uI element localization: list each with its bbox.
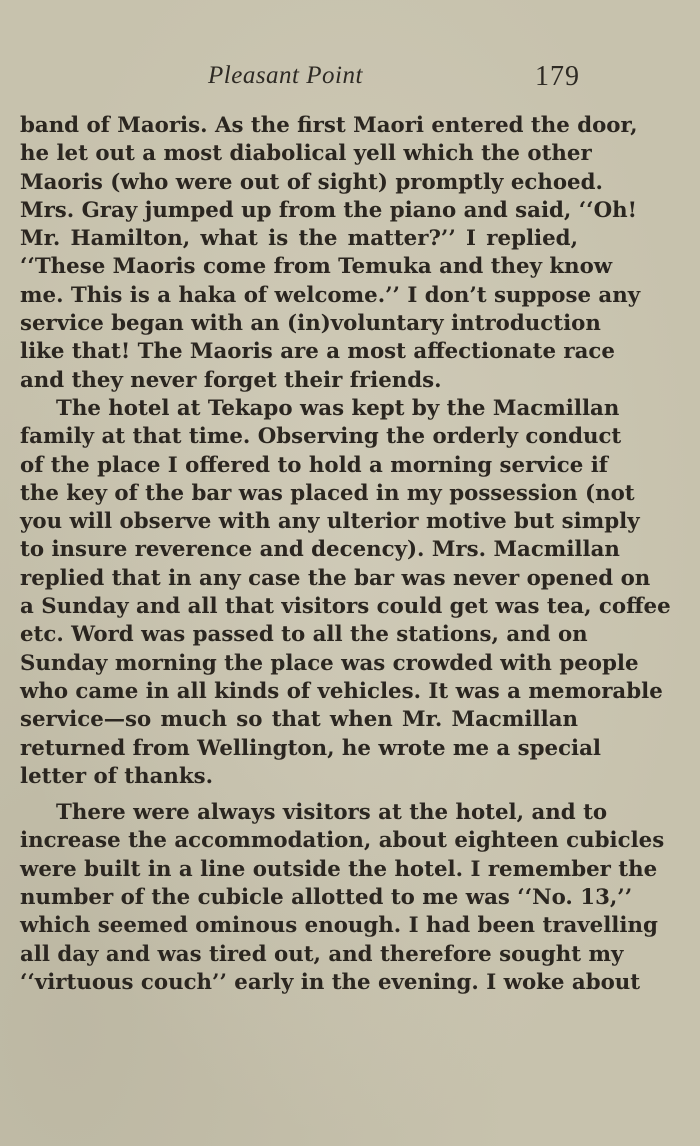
text-line: a Sunday and all that visitors could get was tea, coffee (20, 594, 671, 620)
text-line: Mrs. Gray jumped up from the piano and said, ‘‘Oh! (20, 197, 637, 223)
text-line: service—so much so that when Mr. Macmillan (20, 707, 578, 733)
text-line: Sunday morning the place was crowded with people (20, 650, 639, 676)
running-title: Pleasant Point (208, 62, 363, 89)
paragraph-1 (20, 112, 641, 395)
text-line: to insure reverence and decency). Mrs. Macmillan (20, 537, 620, 563)
running-head (20, 60, 580, 96)
text-line: band of Maoris. As the first Maori entered the door, (20, 113, 638, 138)
text-line: replied that in any case the bar was never opened on (20, 565, 651, 591)
text-line: who came in all kinds of vehicles. It was a memorable (20, 678, 663, 704)
page-number: 179 (535, 61, 580, 92)
text-line: all day and was tired out, and therefore sought my (20, 941, 624, 967)
text-line: ‘‘These Maoris come from Temuka and they know (20, 254, 613, 280)
text-line: increase the accommodation, about eighteen cubicles (20, 828, 665, 854)
paragraph-2 (20, 395, 671, 791)
text-line: and they never forget their friends. (20, 367, 442, 393)
text-line: The hotel at Tekapo was kept by the Macmillan (56, 395, 620, 421)
text-line: of the place I offered to hold a morning service if (20, 452, 608, 478)
text-line: returned from Wellington, he wrote me a special (20, 735, 602, 761)
paragraph-gap (20, 791, 578, 799)
text-line: he let out a most diabolical yell which the other (20, 141, 592, 167)
text-line: me. This is a haka of welcome.’’ I don’t suppose any (20, 282, 641, 308)
text-line: There were always visitors at the hotel, and to (56, 800, 608, 826)
text-line: etc. Word was passed to all the stations, and on (20, 622, 588, 648)
text-line: you will observe with any ulterior motive but simply (20, 509, 640, 535)
text-line: ‘‘virtuous couch’’ early in the evening. I woke about (20, 969, 641, 995)
text-line: were built in a line outside the hotel. I remember the (20, 856, 658, 882)
text-line: Mr. Hamilton, what is the matter?’’ I replied, (20, 226, 578, 252)
text-line: service began with an (in)voluntary introduction (20, 311, 601, 337)
text-line: letter of thanks. (20, 763, 214, 789)
text-line: like that! The Maoris are a most affectionate race (20, 339, 615, 365)
text-line: family at that time. Observing the orderly conduct (20, 424, 622, 450)
text-line: which seemed ominous enough. I had been travelling (20, 913, 658, 939)
body-text (20, 112, 671, 997)
paragraph-3 (20, 799, 665, 997)
text-line: Maoris (who were out of sight) promptly echoed. (20, 169, 603, 195)
text-line: number of the cubicle allotted to me was ‘‘No. 13,’’ (20, 885, 633, 911)
text-line: the key of the bar was placed in my possession (not (20, 480, 635, 506)
